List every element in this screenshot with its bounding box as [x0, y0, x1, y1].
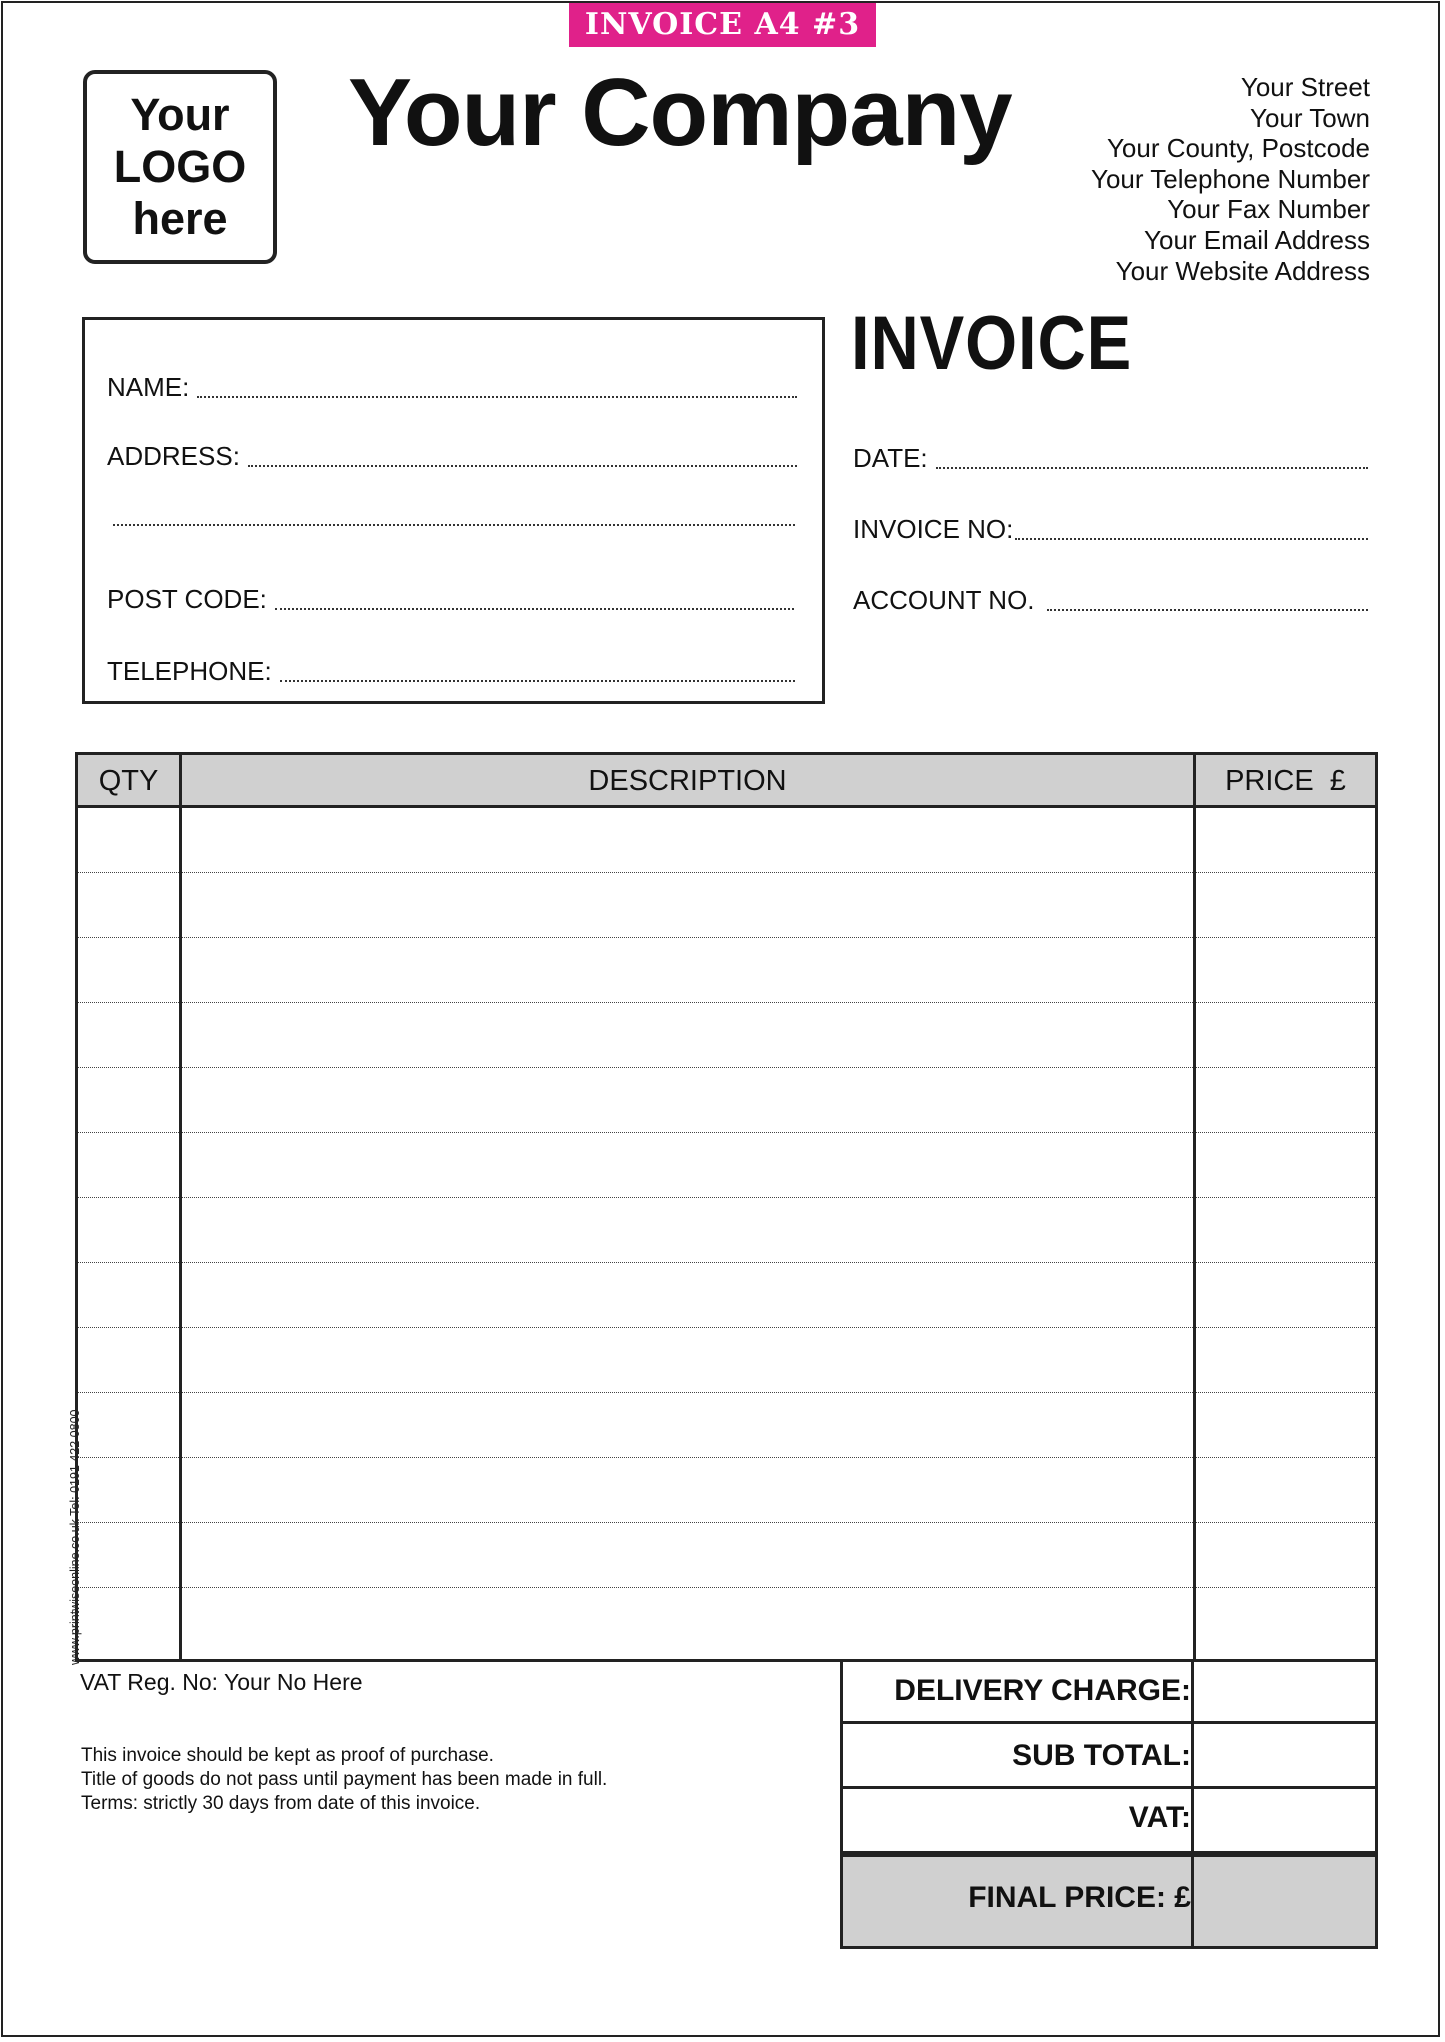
logo-line-3: here: [132, 193, 228, 244]
customer-details-box: [82, 317, 825, 704]
address-fax: Your Fax Number: [1167, 194, 1370, 225]
printer-credit: www.printwiseonline.co.uk Tel: 0191 422 0800: [68, 1409, 82, 1665]
address-label: ADDRESS:: [107, 441, 240, 471]
totals-divider: [1191, 1659, 1194, 1721]
final-price-label: FINAL PRICE: £: [968, 1881, 1191, 1914]
address-line-2[interactable]: [113, 524, 795, 526]
totals-divider: [1191, 1724, 1194, 1786]
table-row[interactable]: [78, 1133, 1375, 1198]
date-line[interactable]: [936, 467, 1368, 469]
subtotal-row[interactable]: [840, 1724, 1378, 1789]
address-line-1[interactable]: [248, 465, 797, 467]
totals-divider: [1191, 1857, 1194, 1946]
table-row[interactable]: [78, 1458, 1375, 1523]
address-field[interactable]: [107, 441, 797, 472]
address-street: Your Street: [1240, 72, 1370, 102]
final-price-row[interactable]: [840, 1854, 1378, 1949]
delivery-charge-label: DELIVERY CHARGE:: [894, 1674, 1191, 1707]
invoice-number-field[interactable]: [853, 514, 1368, 545]
template-badge: INVOICE A4 #3: [569, 3, 876, 47]
telephone-label: TELEPHONE:: [107, 656, 272, 686]
address-website: Your Website Address: [1115, 255, 1370, 286]
header-price: PRICE £: [1225, 765, 1346, 797]
table-row[interactable]: [78, 1198, 1375, 1263]
totals-box: [840, 1659, 1378, 1949]
header-qty: QTY: [98, 765, 159, 797]
header-description: DESCRIPTION: [588, 765, 787, 797]
name-field[interactable]: [107, 372, 797, 403]
postcode-label: POST CODE:: [107, 584, 267, 614]
telephone-line[interactable]: [280, 680, 795, 682]
qty-column-divider: [179, 755, 182, 1659]
terms-text: [81, 1744, 607, 1816]
date-field[interactable]: [853, 443, 1368, 474]
vat-row[interactable]: [840, 1789, 1378, 1854]
telephone-field[interactable]: [107, 656, 795, 687]
address-email: Your Email Address: [1144, 224, 1370, 255]
invoice-title: INVOICE: [851, 301, 1133, 386]
name-line[interactable]: [197, 396, 797, 398]
table-row[interactable]: [78, 1068, 1375, 1133]
table-row[interactable]: [78, 1523, 1375, 1588]
company-name: Your Company: [348, 59, 1012, 166]
subtotal-label: SUB TOTAL:: [1012, 1739, 1191, 1772]
terms-line-1: This invoice should be kept as proof of purchase.: [81, 1745, 494, 1766]
terms-line-3: Terms: strictly 30 days from date of this invoice.: [81, 1793, 481, 1814]
address-telephone: Your Telephone Number: [1091, 163, 1370, 194]
logo-placeholder: [83, 70, 277, 264]
table-row[interactable]: [78, 1393, 1375, 1458]
terms-line-2: Title of goods do not pass until payment has been made in full.: [81, 1769, 608, 1790]
table-row[interactable]: [78, 938, 1375, 1003]
delivery-charge-row[interactable]: [840, 1659, 1378, 1724]
account-number-label: ACCOUNT NO.: [853, 585, 1035, 615]
table-row[interactable]: [78, 873, 1375, 938]
account-number-field[interactable]: [853, 585, 1368, 616]
address-town: Your Town: [1250, 102, 1370, 133]
postcode-field[interactable]: [107, 584, 794, 615]
table-row[interactable]: [78, 808, 1375, 873]
table-row[interactable]: [78, 1003, 1375, 1068]
name-label: NAME:: [107, 372, 190, 402]
invoice-number-label: INVOICE NO:: [853, 514, 1014, 544]
price-column-divider: [1193, 755, 1196, 1659]
logo-line-2: LOGO: [113, 141, 247, 192]
postcode-line[interactable]: [275, 608, 794, 610]
address-field-2[interactable]: [113, 507, 795, 531]
invoice-number-line[interactable]: [1015, 538, 1368, 540]
logo-line-1: Your: [130, 89, 230, 140]
table-row[interactable]: [78, 1588, 1375, 1658]
company-address: [1091, 72, 1370, 286]
totals-divider: [1191, 1789, 1194, 1851]
vat-registration: VAT Reg. No: Your No Here: [80, 1669, 363, 1695]
address-county: Your County, Postcode: [1106, 133, 1370, 164]
table-rows: [78, 808, 1375, 1659]
items-table: [75, 752, 1378, 1662]
account-number-line[interactable]: [1047, 609, 1368, 611]
date-label: DATE:: [853, 443, 928, 473]
vat-label: VAT:: [1128, 1801, 1191, 1834]
table-header: [78, 755, 1375, 808]
table-row[interactable]: [78, 1328, 1375, 1393]
table-row[interactable]: [78, 1263, 1375, 1328]
